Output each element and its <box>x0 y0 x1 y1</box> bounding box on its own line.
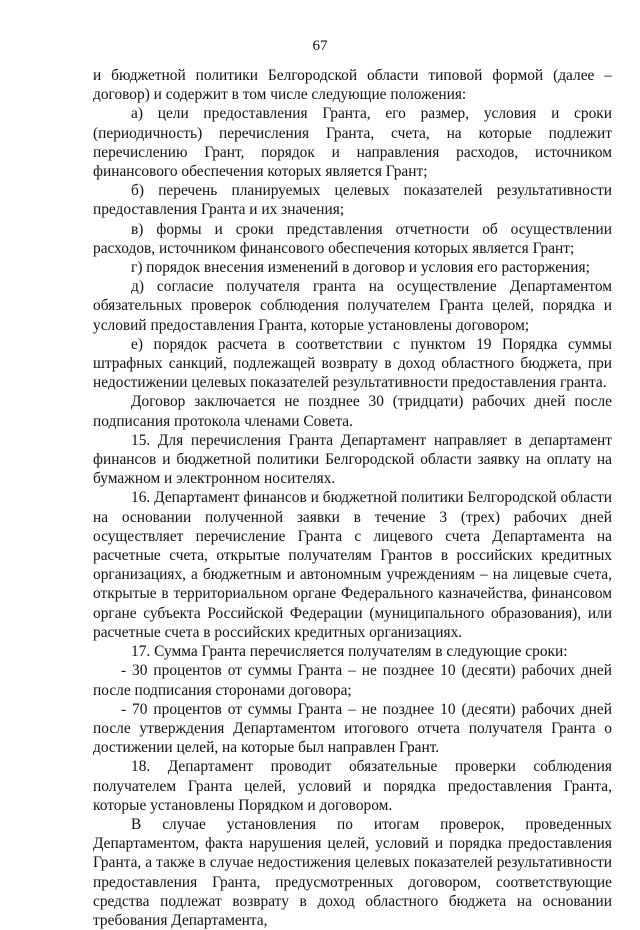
page-number: 67 <box>312 38 328 54</box>
paragraph-clause-17-item-2: - 70 процентов от суммы Гранта – не позднее 10 (десяти) рабочих дней после утверждения Департаментом итогового отчета получателя Гранта о достижении целей, на которые был направлен Грант. <box>93 700 612 757</box>
document-body <box>93 66 612 930</box>
paragraph-contract-deadline: Договор заключается не позднее 30 (тридцати) рабочих дней после подписания протокола членами Совета. <box>93 393 612 430</box>
paragraph-clause-18: 18. Департамент проводит обязательные проверки соблюдения получателем Гранта целей, условий и порядка предоставления Гранта, которые установлены Порядком и договором. <box>93 758 612 814</box>
paragraph-item-e: е) порядок расчета в соответствии с пунктом 19 Порядка суммы штрафных санкций, подлежащей возврату в доход областного бюджета, при недостижении целевых показателей результативности предоставления гранта. <box>93 335 612 392</box>
paragraph-item-v: в) формы и сроки представления отчетности об осуществлении расходов, источником финансового обеспечения которых является Грант; <box>93 220 612 257</box>
paragraph-clause-17: 17. Сумма Гранта перечисляется получателям в следующие сроки: <box>131 643 568 661</box>
paragraph-clause-16: 16. Департамент финансов и бюджетной политики Белгородской области на основании полученной заявки в течение 3 (трех) рабочих дней осуществляет перечисление Гранта с лицевого счета Департамента на расчетные счета, открытые получателям Грантов в российских кредитных организациях, а бюджетным и автономным учреждениям – на лицевые счета, открытые в территориальном органе Федерального казначейства, финансовом органе субъекта Российской Федерации (муниципального образования), или расчетные счета в российских кредитных организациях. <box>93 489 612 641</box>
paragraph-continuation: и бюджетной политики Белгородской области типовой формой (далее – договор) и содержит в том числе следующие положения: <box>93 67 612 104</box>
paragraph-item-b: б) перечень планируемых целевых показателей результативности предоставления Гранта и их значения; <box>93 182 612 219</box>
paragraph-clause-15: 15. Для перечисления Гранта Департамент направляет в департамент финансов и бюджетной политики Белгородской области заявку на оплату на бумажном и электронном носителях. <box>93 431 612 488</box>
paragraph-clause-17-item-1: - 30 процентов от суммы Гранта – не позднее 10 (десяти) рабочих дней после подписания сторонами договора; <box>93 662 612 699</box>
paragraph-violation-return: В случае установления по итогам проверок, проведенных Департаментом, факта нарушения целей, условий и порядка предоставления Гранта, а также в случае недостижения целевых показателей результативности предоставления Гранта, предусмотренных договором, соответствующие средства подлежат возврату в доход областного бюджета на основании требования Департамента, <box>93 815 612 929</box>
paragraph-item-g: г) порядок внесения изменений в договор и условия его расторжения; <box>131 259 590 277</box>
paragraph-item-d: д) согласие получателя гранта на осуществление Департаментом обязательных проверок соблюдения получателем Гранта целей, порядка и условий предоставления Гранта, которые установлены договором; <box>93 278 612 334</box>
paragraph-item-a: а) цели предоставления Гранта, его размер, условия и сроки (периодичность) перечисления Гранта, счета, на которые подлежит перечислению Грант, порядок и направления расходов, источником финансового обеспечения которых является Грант; <box>93 105 612 181</box>
